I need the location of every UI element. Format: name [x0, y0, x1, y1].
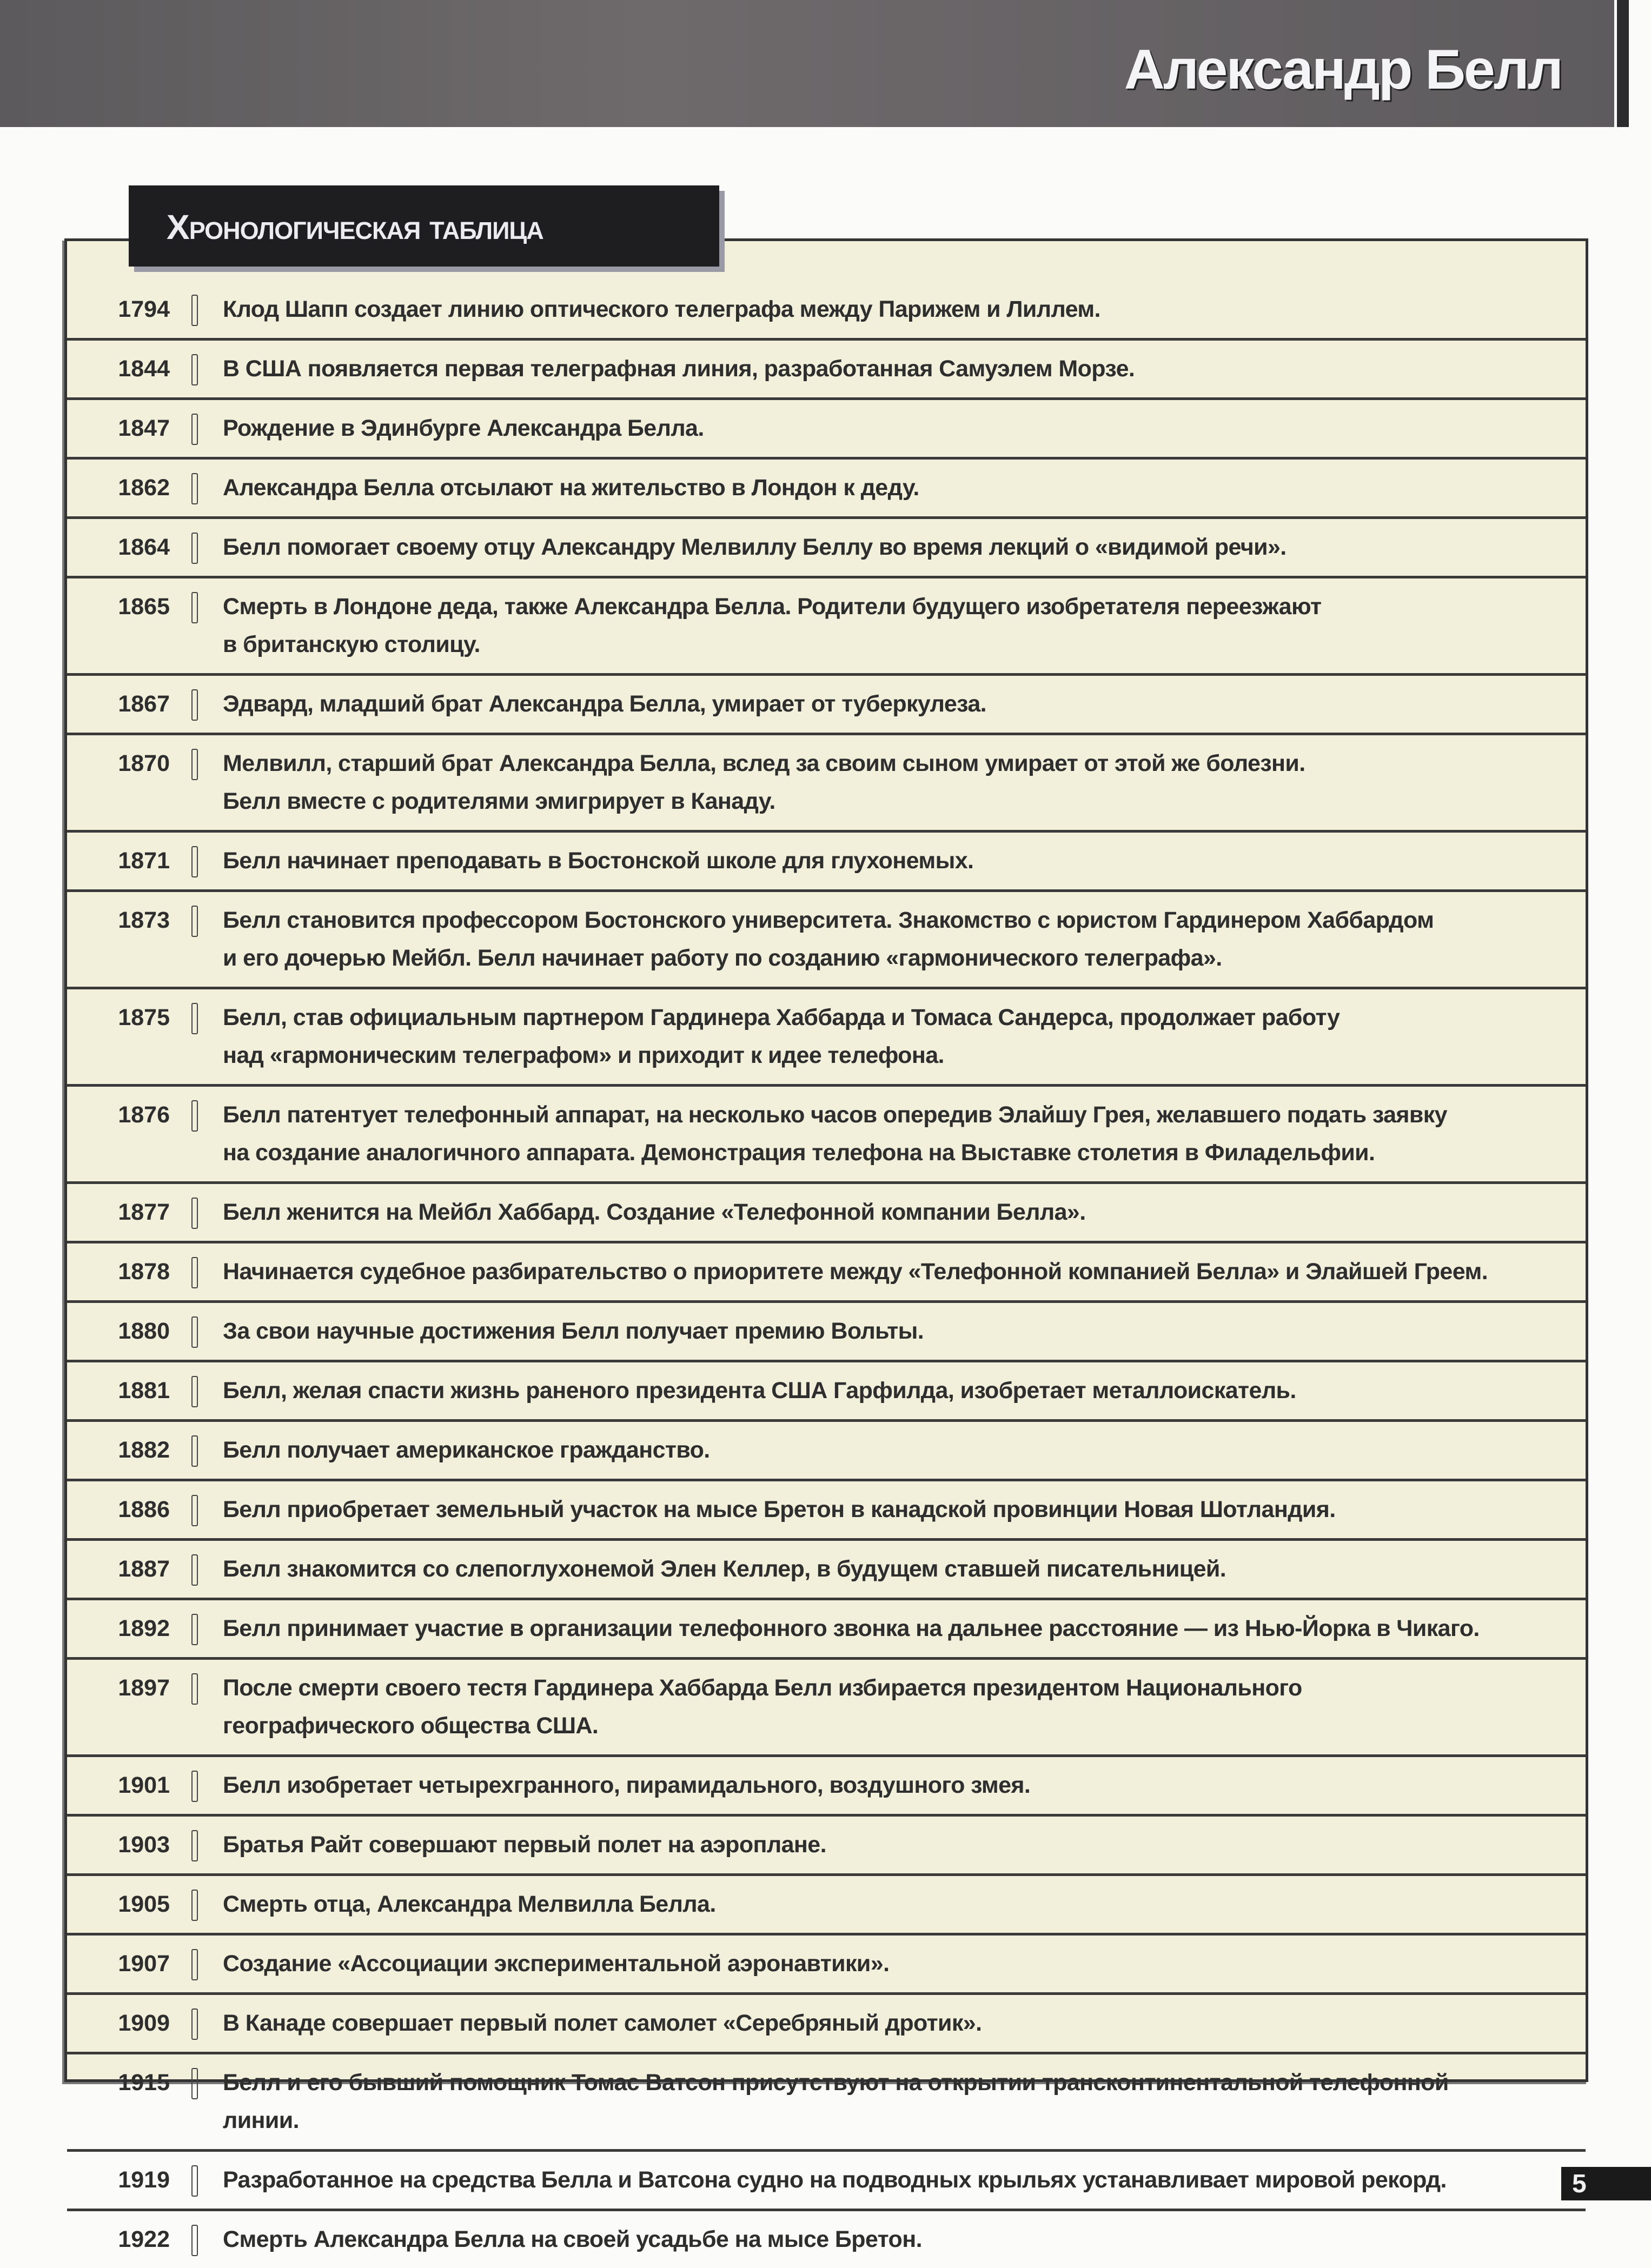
- table-row: [67, 1936, 1586, 1995]
- table-row: [67, 2054, 1586, 2152]
- table-row: [67, 735, 1586, 833]
- row-text-line: Белл помогает своему отцу Александру Мелвиллу Беллу во время лекций о «видимой речи».: [223, 534, 1287, 560]
- year-divider: [191, 1316, 198, 1348]
- row-year: 1844: [118, 356, 170, 382]
- year-divider: [191, 1614, 198, 1645]
- row-year: 1867: [118, 691, 170, 717]
- row-year: 1871: [118, 848, 170, 874]
- row-text-line: Александра Белла отсылают на жительство в Лондон к деду.: [223, 475, 919, 501]
- row-year: 1864: [118, 534, 170, 560]
- row-text-line: Клод Шапп создает линию оптического телеграфа между Парижем и Лиллем.: [223, 296, 1100, 322]
- row-text: [223, 1826, 826, 1864]
- row-text: [223, 2004, 982, 2042]
- row-text-line: Создание «Ассоциации экспериментальной аэронавтики».: [223, 1951, 890, 1977]
- row-text-line: Белл патентует телефонный аппарат, на несколько часов опередив Элайшу Грея, желавшего подать заявку: [223, 1102, 1447, 1128]
- row-year: 1907: [118, 1951, 170, 1977]
- table-row: [67, 1600, 1586, 1660]
- row-text: [223, 685, 986, 723]
- table-row: [67, 1817, 1586, 1876]
- table-row: [67, 892, 1586, 989]
- row-year: 1873: [118, 907, 170, 933]
- page-edge-strip: [1617, 0, 1629, 127]
- row-text: [223, 290, 1100, 328]
- row-text-line: Смерть Александра Белла на своей усадьбе на мысе Бретон.: [223, 2226, 922, 2252]
- year-divider: [191, 1890, 198, 1921]
- row-text: [223, 901, 1434, 977]
- table-row: [67, 1243, 1586, 1303]
- row-year: 1892: [118, 1615, 170, 1641]
- row-year: 1882: [118, 1437, 170, 1463]
- year-divider: [191, 2008, 198, 2040]
- row-text: [223, 1431, 710, 1469]
- year-divider: [191, 1673, 198, 1705]
- row-text-line: Белл становится профессором Бостонского университета. Знакомство с юристом Гардинером Хаббардом: [223, 907, 1434, 933]
- row-text-line: Белл изобретает четырехгранного, пирамидального, воздушного змея.: [223, 1772, 1031, 1798]
- row-text-line: над «гармоническим телеграфом» и приходит к идее телефона.: [223, 1042, 944, 1068]
- row-year: 1875: [118, 1005, 170, 1030]
- page-number-box: [1561, 2167, 1651, 2200]
- row-text-line: Мелвилл, старший брат Александра Белла, вслед за своим сыном умирает от этой же болезни.: [223, 750, 1305, 776]
- row-year: 1909: [118, 2010, 170, 2036]
- year-divider: [191, 295, 198, 326]
- row-text-line: Начинается судебное разбирательство о приоритете между «Телефонной компанией Белла» и Элайшей Греем.: [223, 1259, 1488, 1285]
- row-year: 1897: [118, 1675, 170, 1701]
- year-divider: [191, 354, 198, 385]
- year-divider: [191, 473, 198, 504]
- row-text-line: Рождение в Эдинбурге Александра Белла.: [223, 415, 704, 441]
- year-divider: [191, 1830, 198, 1861]
- table-row: [67, 676, 1586, 735]
- row-text: [223, 842, 973, 880]
- year-divider: [191, 689, 198, 721]
- row-year: 1794: [118, 296, 170, 322]
- section-title-box: [129, 185, 719, 267]
- row-year: 1922: [118, 2226, 170, 2252]
- row-year: 1905: [118, 1891, 170, 1917]
- year-divider: [191, 533, 198, 564]
- row-text-line: в британскую столицу.: [223, 631, 480, 657]
- year-divider: [191, 1495, 198, 1526]
- row-text-line: Белл, желая спасти жизнь раненого президента США Гарфилда, изобретает металлоискатель.: [223, 1378, 1296, 1404]
- row-year: 1865: [118, 594, 170, 620]
- row-text: [223, 350, 1135, 388]
- row-text: [223, 1766, 1030, 1804]
- page-number: 5: [1572, 2170, 1587, 2198]
- row-text: [223, 469, 919, 507]
- row-text: [223, 409, 704, 447]
- row-text-line: Эдвард, младший брат Александра Белла, умирает от туберкулеза.: [223, 691, 987, 717]
- row-text: [223, 1885, 716, 1923]
- year-divider: [191, 1100, 198, 1132]
- year-divider: [191, 1376, 198, 1407]
- table-row: [67, 1087, 1586, 1184]
- row-year: 1878: [118, 1259, 170, 1285]
- row-text: [223, 1372, 1296, 1409]
- row-year: 1862: [118, 475, 170, 501]
- row-text-line: В Канаде совершает первый полет самолет «Серебряный дротик».: [223, 2010, 982, 2036]
- row-text-line: Белл знакомится со слепоглухонемой Элен Келлер, в будущем ставшей писательницей.: [223, 1556, 1226, 1582]
- table-row: [67, 989, 1586, 1087]
- row-year: 1886: [118, 1497, 170, 1522]
- row-text: [223, 1491, 1336, 1528]
- row-text: [223, 1096, 1447, 1172]
- row-text: [223, 588, 1322, 663]
- row-text: [223, 1669, 1302, 1745]
- section-title: Хронологическая таблица: [167, 208, 543, 247]
- row-text-line: географического общества США.: [223, 1713, 599, 1739]
- row-text-line: Белл приобретает земельный участок на мысе Бретон в канадской провинции Новая Шотландия.: [223, 1497, 1336, 1522]
- row-year: 1880: [118, 1318, 170, 1344]
- row-text: [223, 999, 1340, 1074]
- year-divider: [191, 2225, 198, 2256]
- row-text: [223, 2220, 922, 2258]
- row-text: [223, 1193, 1086, 1231]
- table-row: [67, 519, 1586, 578]
- row-text: [223, 744, 1305, 820]
- row-text: [223, 528, 1287, 566]
- row-text-line: Белл получает американское гражданство.: [223, 1437, 710, 1463]
- row-text-line: Белл, став официальным партнером Гардинера Хаббарда и Томаса Сандерса, продолжает работу: [223, 1005, 1340, 1030]
- table-row: [67, 1995, 1586, 2054]
- row-year: 1901: [118, 1772, 170, 1798]
- row-year: 1919: [118, 2167, 170, 2193]
- table-row: [67, 1757, 1586, 1817]
- table-row: [67, 578, 1586, 676]
- table-row: [67, 2211, 1586, 2268]
- row-text-line: Братья Райт совершают первый полет на аэроплане.: [223, 1832, 826, 1858]
- table-row: [67, 1184, 1586, 1243]
- row-text-line: Белл и его бывший помощник Томас Ватсон присутствуют на открытии трансконтинентальной телефонной: [223, 2070, 1449, 2096]
- year-divider: [191, 1198, 198, 1229]
- year-divider: [191, 1435, 198, 1467]
- page-title: Александр Белл: [1124, 38, 1562, 101]
- row-text: [223, 1550, 1226, 1588]
- row-year: 1870: [118, 750, 170, 776]
- table-row: [67, 1876, 1586, 1936]
- year-divider: [191, 1771, 198, 1802]
- table-row: [67, 341, 1586, 400]
- row-text-line: В США появляется первая телеграфная линия, разработанная Самуэлем Морзе.: [223, 356, 1135, 382]
- table-row: [67, 460, 1586, 519]
- row-text-line: Разработанное на средства Белла и Ватсона судно на подводных крыльях устанавливает мировой рекорд.: [223, 2167, 1447, 2193]
- row-text-line: Белл принимает участие в организации телефонного звонка на дальнее расстояние — из Нью-Йорка в Чикаго.: [223, 1615, 1480, 1641]
- table-row: [67, 1660, 1586, 1757]
- year-divider: [191, 749, 198, 780]
- year-divider: [191, 906, 198, 937]
- table-row: [67, 1362, 1586, 1422]
- row-year: 1877: [118, 1199, 170, 1225]
- row-text-line: Белл начинает преподавать в Бостонской школе для глухонемых.: [223, 848, 974, 874]
- row-text-line: линии.: [223, 2107, 299, 2133]
- table-row: [67, 1303, 1586, 1362]
- table-row: [67, 833, 1586, 892]
- year-divider: [191, 2068, 198, 2099]
- row-year: 1903: [118, 1832, 170, 1858]
- row-text-line: За свои научные достижения Белл получает премию Вольты.: [223, 1318, 924, 1344]
- row-year: 1887: [118, 1556, 170, 1582]
- row-text-line: на создание аналогичного аппарата. Демонстрация телефона на Выставке столетия в Филадельфии.: [223, 1140, 1375, 1166]
- table-row: [67, 1481, 1586, 1541]
- chronology-rows: [67, 281, 1586, 2268]
- row-text-line: После смерти своего тестя Гардинера Хаббарда Белл избирается президентом Национального: [223, 1675, 1302, 1701]
- row-text: [223, 1253, 1488, 1291]
- year-divider: [191, 592, 198, 623]
- row-year: 1881: [118, 1378, 170, 1404]
- row-text: [223, 2064, 1449, 2139]
- row-year: 1847: [118, 415, 170, 441]
- year-divider: [191, 1554, 198, 1586]
- row-text: [223, 1312, 924, 1350]
- year-divider: [191, 2165, 198, 2197]
- row-text: [223, 2161, 1447, 2199]
- row-year: 1915: [118, 2070, 170, 2096]
- table-row: [67, 1422, 1586, 1481]
- row-text-line: Смерть в Лондоне деда, также Александра Белла. Родители будущего изобретателя переезжают: [223, 594, 1322, 620]
- year-divider: [191, 1003, 198, 1034]
- table-row: [67, 281, 1586, 341]
- chronology-table: [64, 238, 1588, 2252]
- row-text-line: и его дочерью Мейбл. Белл начинает работу по созданию «гармонического телеграфа».: [223, 945, 1222, 971]
- year-divider: [191, 414, 198, 445]
- year-divider: [191, 1257, 198, 1288]
- row-text: [223, 1945, 889, 1983]
- table-row: [67, 2152, 1586, 2211]
- table-row: [67, 400, 1586, 460]
- table-row: [67, 1541, 1586, 1600]
- row-text-line: Смерть отца, Александра Мелвилла Белла.: [223, 1891, 716, 1917]
- row-text-line: Белл вместе с родителями эмигрирует в Канаду.: [223, 788, 775, 814]
- row-text: [223, 1609, 1480, 1647]
- year-divider: [191, 846, 198, 877]
- row-text-line: Белл женится на Мейбл Хаббард. Создание «Телефонной компании Белла».: [223, 1199, 1086, 1225]
- row-year: 1876: [118, 1102, 170, 1128]
- year-divider: [191, 1949, 198, 1980]
